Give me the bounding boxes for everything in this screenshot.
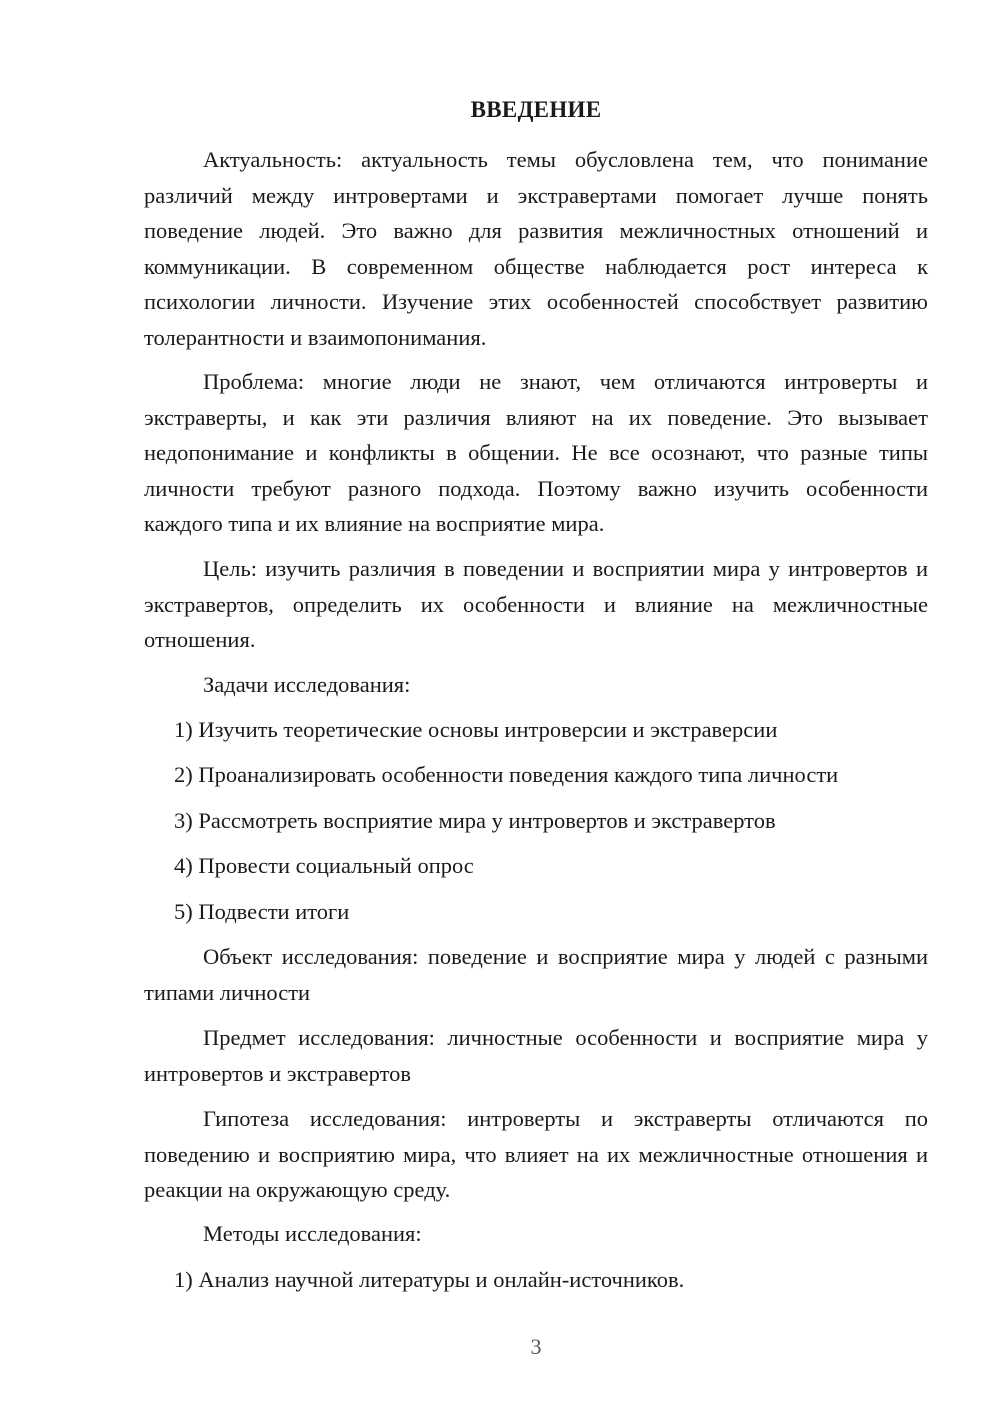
method-item-1: 1) Анализ научной литературы и онлайн-источников. [174, 1267, 685, 1292]
page-title: ВВЕДЕНИЕ [470, 97, 602, 122]
methods-heading: Методы исследования: [203, 1221, 422, 1246]
problem-paragraph: Проблема: многие люди не знают, чем отличаются интроверты и экстраверты, и как эти различия влияют на их поведение. Это вызывает недопонимание и конфликты в общении. Не все осознают, что разные типы личности требуют разного подхода. Поэтому важно изучить особенности каждого типа и их влияние на восприятие мира. [144, 369, 928, 536]
task-item-3: 3) Рассмотреть восприятие мира у интровертов и экстравертов [174, 808, 776, 833]
tasks-heading: Задачи исследования: [203, 672, 411, 697]
task-item-2: 2) Проанализировать особенности поведения каждого типа личности [174, 762, 839, 787]
subject-paragraph: Предмет исследования: личностные особенности и восприятие мира у интровертов и экстравертов [144, 1025, 928, 1086]
object-paragraph: Объект исследования: поведение и восприятие мира у людей с разными типами личности [144, 944, 928, 1005]
page-number: 3 [530, 1334, 542, 1359]
actuality-paragraph: Актуальность: актуальность темы обусловлена тем, что понимание различий между интровертами и экстравертами помогает лучше понять поведение людей. Это важно для развития межличностных отношений и коммуникации. В современном обществе наблюдается рост интереса к психологии личности. Изучение этих особенностей способствует развитию толерантности и взаимопонимания. [144, 147, 928, 350]
task-item-1: 1) Изучить теоретические основы интроверсии и экстраверсии [174, 717, 778, 742]
hypothesis-paragraph: Гипотеза исследования: интроверты и экстраверты отличаются по поведению и восприятию мира, что влияет на их межличностные отношения и реакции на окружающую среду. [144, 1106, 928, 1202]
task-item-4: 4) Провести социальный опрос [174, 853, 474, 878]
task-item-5: 5) Подвести итоги [174, 899, 350, 924]
goal-paragraph: Цель: изучить различия в поведении и восприятии мира у интровертов и экстравертов, определить их особенности и влияние на межличностные отношения. [144, 556, 928, 652]
